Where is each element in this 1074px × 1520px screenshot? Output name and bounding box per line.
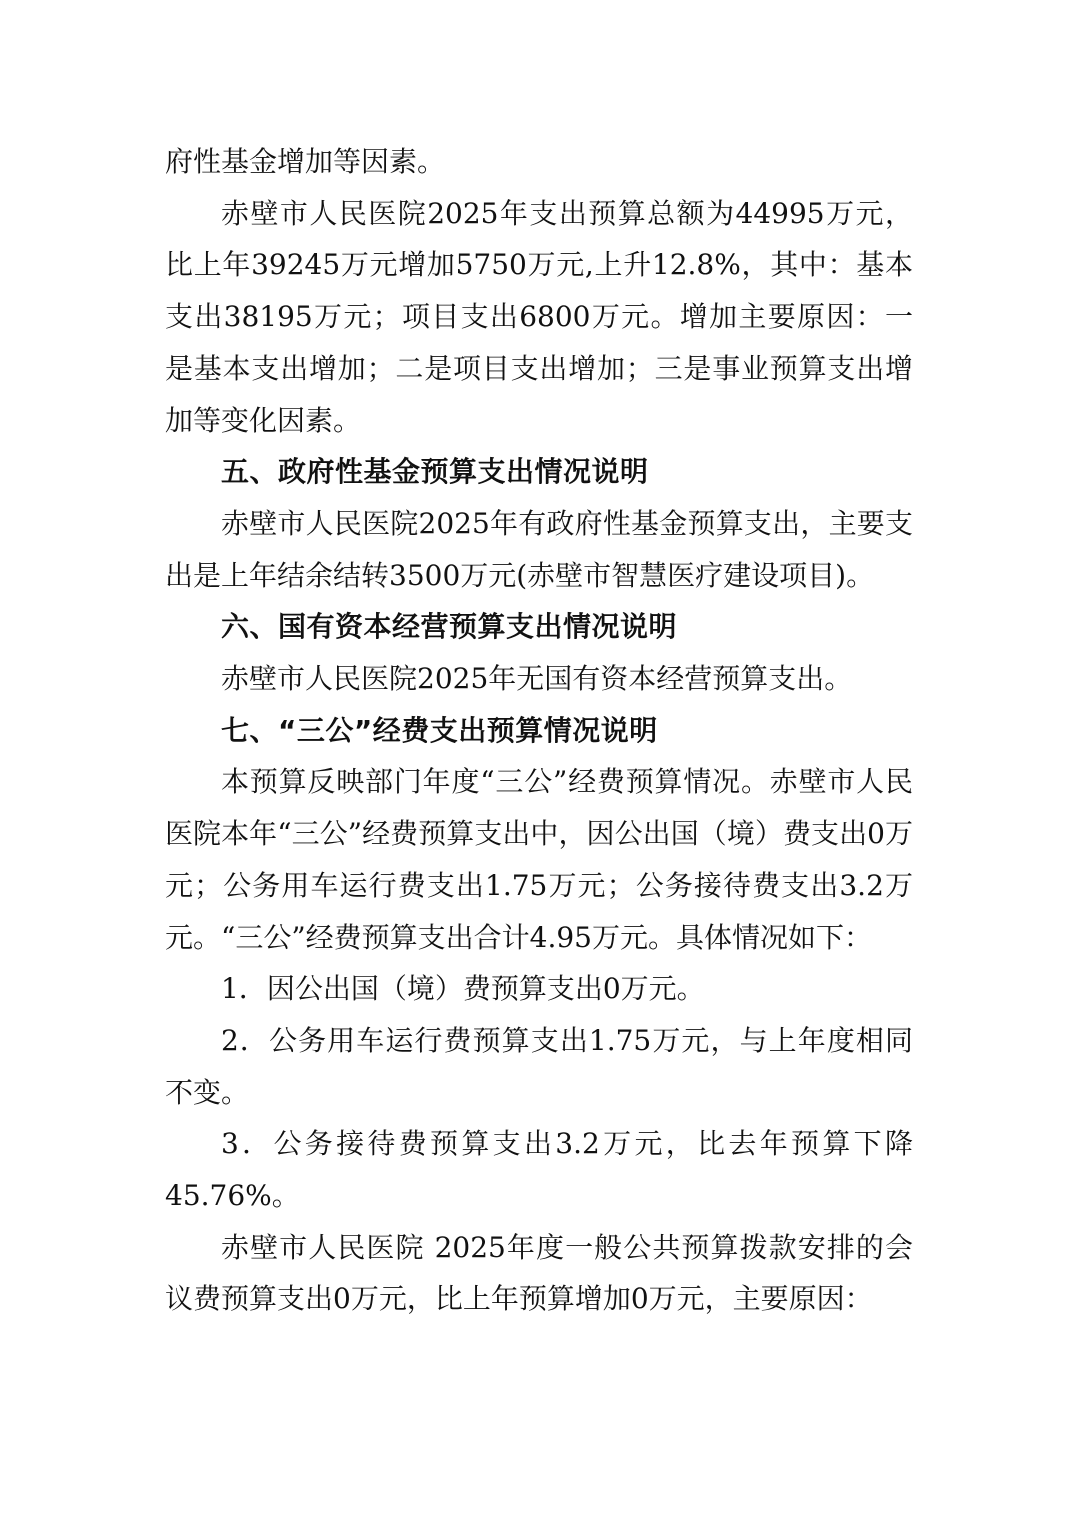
paragraph-three-public-overview: 本预算反映部门年度“三公”经费预算情况。赤壁市人民医院本年“三公”经费预算支出中，因公出国（境）费支出0万元；公务用车运行费支出1.75万元；公务接待费支出3.2万元。“三公”经费预算支出合计4.95万元。具体情况如下：	[165, 765, 913, 954]
paragraph-government-fund: 赤壁市人民医院2025年有政府性基金预算支出，主要支出是上年结余结转3500万元(赤壁市智慧医疗建设项目)。	[165, 506, 913, 592]
heading-section-6: 六、国有资本经营预算支出情况说明	[221, 610, 678, 644]
paragraph-meeting-fee: 赤壁市人民医院 2025年度一般公共预算拨款安排的会议费预算支出0万元，比上年预算增加0万元，主要原因：	[165, 1230, 913, 1316]
list-item-1: 1．因公出国（境）费预算支出0万元。	[221, 972, 705, 1006]
list-item-3: 3．公务接待费预算支出3.2万元，比去年预算下降45.76%。	[165, 1127, 913, 1213]
paragraph-state-capital: 赤壁市人民医院2025年无国有资本经营预算支出。	[221, 662, 853, 696]
paragraph-expenditure-budget: 赤壁市人民医院2025年支出预算总额为44995万元，比上年39245万元增加5750万元,上升12.8%，其中：基本支出38195万元；项目支出6800万元。增加主要原因：一是基本支出增加；二是项目支出增加；三是事业预算支出增加等变化因素。	[165, 196, 913, 437]
document-body	[165, 136, 913, 1325]
paragraph-continuation: 府性基金增加等因素。	[165, 145, 446, 178]
heading-section-5: 五、政府性基金预算支出情况说明	[221, 455, 649, 489]
heading-section-7: 七、“三公”经费支出预算情况说明	[221, 713, 658, 747]
list-item-2: 2．公务用车运行费预算支出1.75万元，与上年度相同不变。	[165, 1023, 913, 1109]
